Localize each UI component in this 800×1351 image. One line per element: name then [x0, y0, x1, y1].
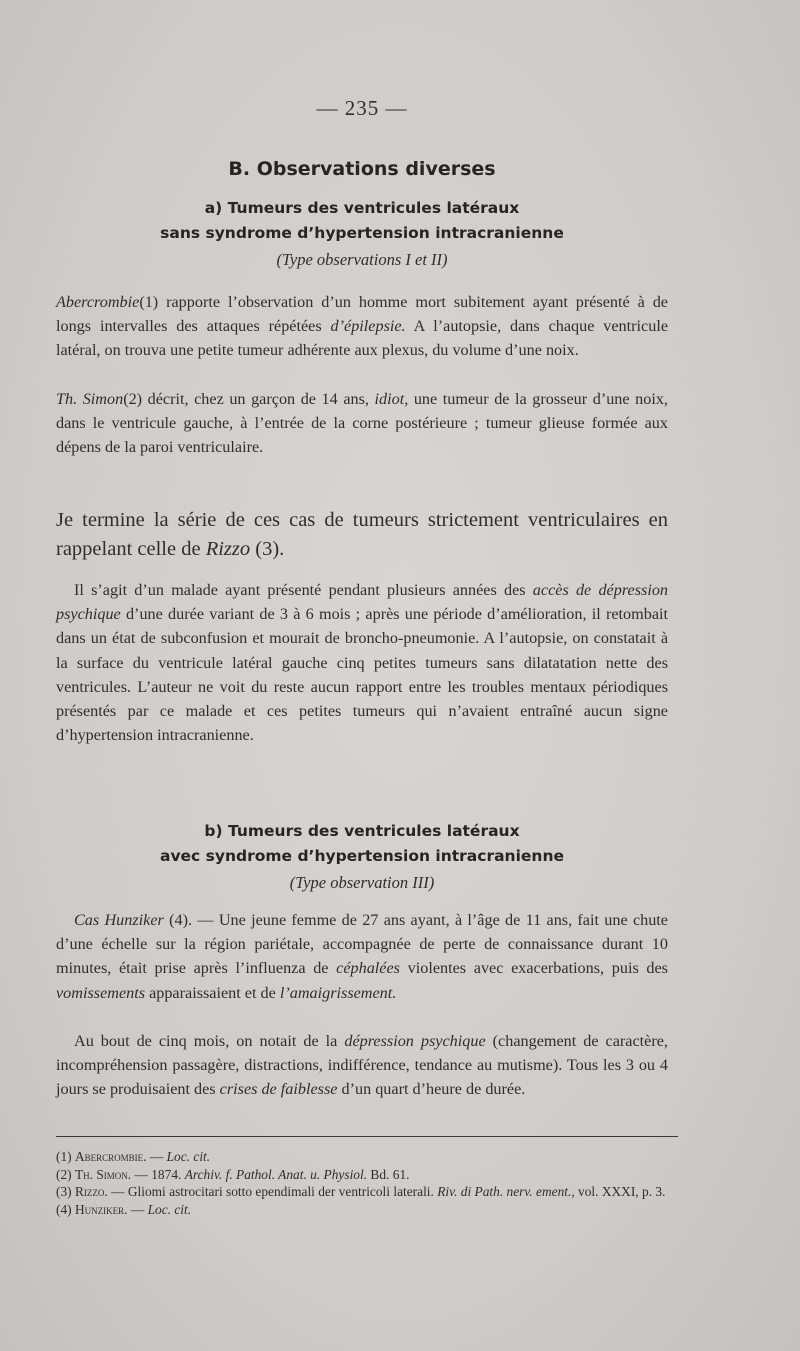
- emph-cephalees: céphalées: [336, 959, 400, 978]
- ref-4: (4).: [163, 911, 193, 929]
- footnote-2: [56, 1166, 668, 1184]
- footnote-2-text: — 1874.: [131, 1166, 185, 1182]
- author-abercrombie: Abercrombie: [56, 293, 140, 311]
- footnote-2-number: (2): [56, 1166, 75, 1182]
- footnote-4-ref: Loc. cit.: [147, 1201, 192, 1217]
- emph-crises-faiblesse: crises de faiblesse: [219, 1080, 338, 1099]
- subsection-a-title: [56, 196, 668, 246]
- footnote-3-ref: Riv. di Path. nerv. ement.,: [437, 1184, 575, 1200]
- author-simon: Th. Simon: [56, 390, 124, 408]
- subsection-b-type-note: (Type observation III): [289, 873, 435, 892]
- footnote-3-number: (3): [56, 1184, 75, 1200]
- emph-depression: accès de dépression psychique: [56, 581, 669, 624]
- footnote-3: [56, 1183, 668, 1201]
- section-title: B. Observations diverses: [228, 158, 496, 180]
- author-hunziker: Cas Hunziker: [74, 911, 164, 929]
- footnote-1-ref: Loc. cit.: [166, 1149, 211, 1164]
- paragraph-rizzo-case: [56, 578, 668, 747]
- para5-text2: violentes avec exacerbations, puis des: [399, 959, 668, 978]
- footnote-1: [56, 1148, 668, 1166]
- ref-1: (1): [139, 293, 159, 311]
- footnote-4-number: (4): [56, 1201, 75, 1217]
- paragraph-rizzo-intro: [56, 506, 668, 564]
- subsection-b-title-line2: avec syndrome d’hypertension intracranienne: [159, 847, 564, 865]
- footnote-2-tail: Bd. 61.: [367, 1166, 410, 1182]
- page-number: — 235 —: [316, 96, 408, 120]
- ref-2: (2): [123, 390, 143, 408]
- para1-text2: A l’autopsie, dans chaque ventricule latéral, on trouva une petite tumeur adhérente aux plexus, du volume d’une noix.: [56, 317, 669, 360]
- para6-text3: d’un quart d’heure de durée.: [337, 1080, 526, 1099]
- para6-text1: Au bout de cinq mois, on notait de la: [74, 1032, 345, 1050]
- footnote-1-author: Abercrombie.: [74, 1149, 147, 1164]
- paragraph-hunziker: [56, 908, 668, 1005]
- author-rizzo: Rizzo: [205, 538, 251, 560]
- footnote-3-author: Rizzo.: [74, 1184, 108, 1200]
- para2-text1: décrit, chez un garçon de 14 ans,: [142, 390, 375, 408]
- emph-idiot: idiot,: [374, 390, 409, 408]
- paragraph-simon: [56, 387, 668, 460]
- subsection-b-title: [56, 819, 668, 869]
- subsection-a-title-line2: sans syndrome d’hypertension intracranienne: [160, 224, 564, 242]
- footnote-2-ref: Archiv. f. Pathol. Anat. u. Physiol.: [184, 1166, 368, 1182]
- para5-text3: apparaissaient et de: [145, 983, 280, 1002]
- subsection-a-type-note: (Type observations I et II): [276, 250, 448, 269]
- footnote-divider: [56, 1136, 678, 1137]
- paragraph-abercrombie: [56, 290, 668, 363]
- para1-text1: rapporte l’observation d’un homme mort subitement ayant présenté à de longs intervalles des attaques répétées: [56, 293, 668, 336]
- footnotes: [56, 1148, 668, 1218]
- footnote-2-author: Th. Simon.: [74, 1166, 132, 1182]
- para2-text2: une tumeur de la grosseur d’une noix, dans le ventricule gauche, à l’entrée de la corne postérieure ; tumeur glieuse formée aux dépens de la paroi ventriculaire.: [56, 390, 668, 457]
- footnote-1-number: (1): [56, 1149, 75, 1164]
- para4-text2: d’une durée variant de 3 à 6 mois ; après une période d’amélioration, il retombait dans un état de subconfusion et mourait de broncho-pneumonie. A l’autopsie, on constatait à la surface du ventricule latéral gauche cinq petites tumeurs sans dilatatation nette des ventricules. L’auteur ne voit du reste aucun rapport entre les troubles mentaux périodiques présentés par ce malade et ces petites tumeurs qui n’avaient entraîné aucun signe d’hypertension intracranienne.: [56, 605, 668, 745]
- para3-text1: Je termine la série de ces cas de tumeurs strictement ventriculaires en rappelant celle de: [56, 509, 668, 560]
- footnote-4-author: Hunziker.: [74, 1201, 128, 1217]
- paragraph-hunziker-cont: [56, 1029, 668, 1102]
- subsection-a-title-line1: a) Tumeurs des ventricules latéraux: [204, 199, 520, 217]
- para3-text2: (3).: [250, 538, 285, 560]
- footnote-4: [56, 1201, 668, 1219]
- emph-vomissements: vomissements: [56, 983, 146, 1002]
- subsection-b-title-line1: b) Tumeurs des ventricules latéraux: [204, 822, 520, 840]
- emph-epilepsie: d’épilepsie.: [330, 317, 406, 336]
- para6-text2: (changement de caractère, incompréhension passagère, distractions, indifférence, tendance au mutisme). Tous les 3 ou 4 jours se produisaient des: [56, 1032, 668, 1099]
- para5-text1: — Une jeune femme de 27 ans ayant, à l’âge de 11 ans, fait une chute d’une échelle sur la région pariétale, accompagnée de perte de connaissance durant 10 minutes, était prise après l’influenza de: [56, 911, 668, 978]
- footnote-4-sep: —: [127, 1201, 148, 1217]
- para4-text1: Il s’agit d’un malade ayant présenté pendant plusieurs années des: [74, 581, 533, 599]
- footnote-3-tail: vol. XXXI, p. 3.: [574, 1184, 666, 1200]
- footnote-3-text: — Gliomi astrocitari sotto ependimali der ventricoli laterali.: [107, 1184, 438, 1200]
- emph-depression-psychique: dépression psychique: [344, 1032, 486, 1050]
- footnote-1-sep: —: [146, 1149, 167, 1164]
- emph-amaigrissement: l’amaigrissement.: [279, 983, 397, 1002]
